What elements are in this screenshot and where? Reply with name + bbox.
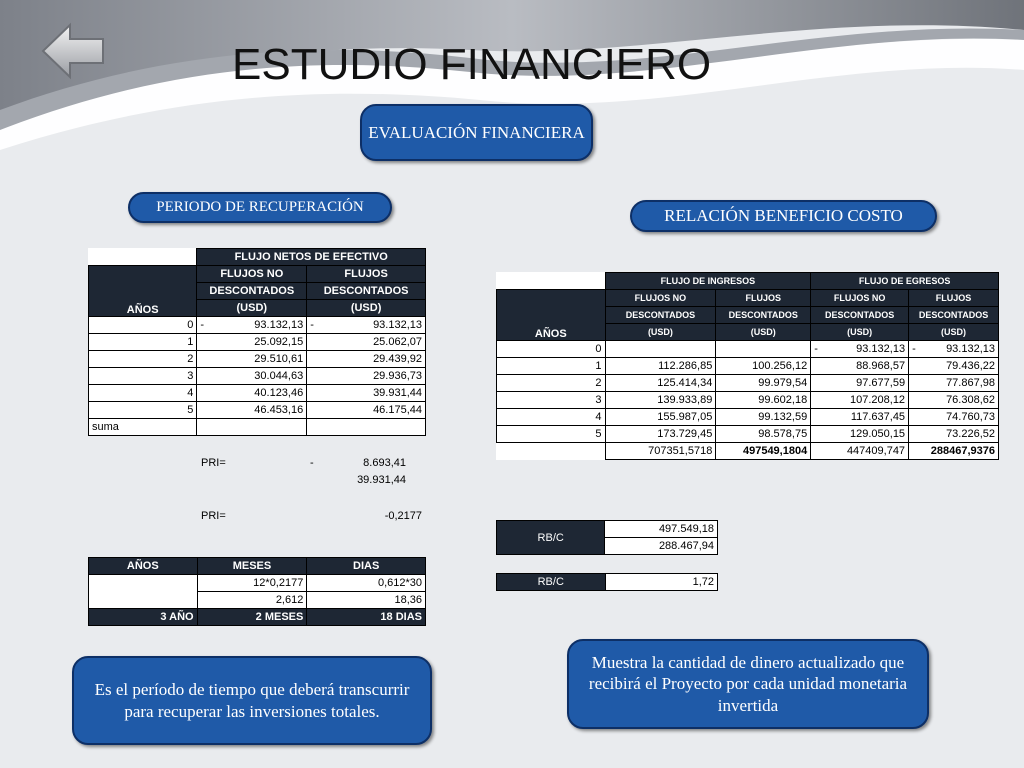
days-formula: 0,612*30: [307, 575, 426, 592]
months-value: 2,612: [197, 592, 307, 609]
value-cell: 30.044,63: [197, 368, 307, 385]
description-rbc: [567, 639, 929, 729]
col-b-line1: FLUJOS: [716, 290, 811, 307]
year-cell: 4: [497, 409, 606, 426]
value-cell: - 93.132,13: [909, 341, 999, 358]
value-cell: 46.453,16: [197, 402, 307, 419]
value-cell: 29.936,73: [307, 368, 426, 385]
table-row: [497, 409, 999, 426]
periodo-badge: [128, 192, 392, 223]
rbc-label: RB/C: [497, 521, 605, 555]
value-cell: 73.226,52: [909, 426, 999, 443]
relacion-label: RELACIÓN BENEFICIO COSTO: [664, 206, 903, 226]
total-c: 447409,747: [811, 443, 909, 460]
value-cell: 97.677,59: [811, 375, 909, 392]
evaluacion-label: EVALUACIÓN FINANCIERA: [368, 122, 585, 142]
table-row: [89, 385, 426, 402]
col-years: AÑOS: [497, 290, 606, 341]
col1-line2: DESCONTADOS: [197, 283, 307, 300]
year-cell: 4: [89, 385, 197, 402]
value-cell: 76.308,62: [909, 392, 999, 409]
value-cell: 117.637,45: [811, 409, 909, 426]
col2-line2: DESCONTADOS: [307, 283, 426, 300]
rbc-label-2: RB/C: [497, 574, 606, 591]
year-cell: 3: [89, 368, 197, 385]
pri-denominator: 39.931,44: [357, 474, 406, 486]
rbc-result: 1,72: [605, 574, 717, 591]
col1-line1: FLUJOS NO: [197, 266, 307, 283]
value-cell: 39.931,44: [307, 385, 426, 402]
rbc-denominator: 288.467,94: [605, 538, 718, 555]
year-cell: 0: [89, 317, 197, 334]
header-years: AÑOS: [89, 558, 198, 575]
table-row: [497, 392, 999, 409]
table-row: [497, 375, 999, 392]
cash-flow-table: [88, 248, 426, 436]
benefit-cost-table: [496, 272, 999, 460]
col-b-line2: DESCONTADOS: [716, 307, 811, 324]
table-row: [497, 341, 999, 358]
value-cell: 40.123,46: [197, 385, 307, 402]
value-cell: 46.175,44: [307, 402, 426, 419]
value-cell: 29.439,92: [307, 351, 426, 368]
col-d-line3: (USD): [909, 324, 999, 341]
header-months: MESES: [197, 558, 307, 575]
col-years: AÑOS: [89, 266, 197, 317]
value-cell: 77.867,98: [909, 375, 999, 392]
year-cell: 1: [497, 358, 606, 375]
value-cell: 74.760,73: [909, 409, 999, 426]
value-cell: 99.979,54: [716, 375, 811, 392]
rbc-result-table: [496, 573, 718, 591]
days-value: 18,36: [307, 592, 426, 609]
total-years: 3 AÑO: [89, 609, 198, 626]
value-cell: 25.062,07: [307, 334, 426, 351]
col2-line1: FLUJOS: [307, 266, 426, 283]
col1-line3: (USD): [197, 300, 307, 317]
empty-cell: [89, 575, 198, 609]
value-cell: 155.987,05: [605, 409, 716, 426]
rbc-numerator: 497.549,18: [605, 521, 718, 538]
pri-label-1: PRI=: [201, 457, 226, 469]
value-cell: [605, 341, 716, 358]
value-cell: 112.286,85: [605, 358, 716, 375]
periodo-label: PERIODO DE RECUPERACIÓN: [156, 199, 364, 216]
col-b-line3: (USD): [716, 324, 811, 341]
col-a-line1: FLUJOS NO: [605, 290, 716, 307]
value-cell: 25.092,15: [197, 334, 307, 351]
value-cell: 125.414,34: [605, 375, 716, 392]
col2-line3: (USD): [307, 300, 426, 317]
value-cell: 129.050,15: [811, 426, 909, 443]
value-cell: 100.256,12: [716, 358, 811, 375]
table-row: [89, 351, 426, 368]
evaluacion-badge: [360, 104, 593, 161]
total-months: 2 MESES: [197, 609, 307, 626]
value-cell: 98.578,75: [716, 426, 811, 443]
table-row: [497, 426, 999, 443]
year-cell: 5: [497, 426, 606, 443]
value-cell: 139.933,89: [605, 392, 716, 409]
year-cell: 2: [497, 375, 606, 392]
pri-numerator: 8.693,41: [363, 457, 406, 469]
description-pri: [72, 656, 432, 745]
pri-minus: -: [310, 457, 314, 469]
sum-row: [89, 419, 426, 436]
col-c-line1: FLUJOS NO: [811, 290, 909, 307]
description-pri-text: Es el período de tiempo que deberá transcurrir para recuperar las inversiones totales.: [94, 680, 410, 721]
totals-row: [89, 609, 426, 626]
total-days: 18 DIAS: [307, 609, 426, 626]
relacion-badge: [630, 200, 937, 232]
year-cell: 3: [497, 392, 606, 409]
col-a-line3: (USD): [605, 324, 716, 341]
pri-label-2: PRI=: [201, 510, 226, 522]
rbc-fraction-table: [496, 520, 718, 555]
value-cell: 79.436,22: [909, 358, 999, 375]
header-days: DIAS: [307, 558, 426, 575]
year-cell: 5: [89, 402, 197, 419]
value-cell: 29.510,61: [197, 351, 307, 368]
value-cell: - 93.132,13: [197, 317, 307, 334]
value-cell: - 93.132,13: [811, 341, 909, 358]
col-d-line1: FLUJOS: [909, 290, 999, 307]
col-d-line2: DESCONTADOS: [909, 307, 999, 324]
group-header: FLUJO NETOS DE EFECTIVO: [197, 249, 426, 266]
col-c-line2: DESCONTADOS: [811, 307, 909, 324]
col-c-line3: (USD): [811, 324, 909, 341]
table-row: [89, 368, 426, 385]
value-cell: 88.968,57: [811, 358, 909, 375]
table-row: [89, 402, 426, 419]
total-a: 707351,5718: [605, 443, 716, 460]
value-cell: 99.132,59: [716, 409, 811, 426]
table-row: [89, 575, 426, 592]
year-cell: 1: [89, 334, 197, 351]
value-cell: 173.729,45: [605, 426, 716, 443]
pri-result: -0,2177: [384, 510, 422, 522]
page-title: ESTUDIO FINANCIERO: [232, 40, 712, 89]
value-cell: 99.602,18: [716, 392, 811, 409]
totals-row: [497, 443, 999, 460]
table-row: [89, 317, 426, 334]
group-ingresos: FLUJO DE INGRESOS: [605, 273, 811, 290]
year-cell: 2: [89, 351, 197, 368]
col-a-line2: DESCONTADOS: [605, 307, 716, 324]
value-cell: - 93.132,13: [307, 317, 426, 334]
recovery-time-table: [88, 557, 426, 626]
value-cell: 107.208,12: [811, 392, 909, 409]
description-rbc-text: Muestra la cantidad de dinero actualizado que recibirá el Proyecto por cada unidad monetaria invertida: [588, 653, 908, 715]
total-b: 497549,1804: [716, 443, 811, 460]
months-formula: 12*0,2177: [197, 575, 307, 592]
total-d: 288467,9376: [909, 443, 999, 460]
table-row: [89, 334, 426, 351]
table-row: [497, 358, 999, 375]
value-cell: [716, 341, 811, 358]
year-cell: 0: [497, 341, 606, 358]
back-arrow-icon[interactable]: [40, 22, 106, 80]
sum-label: suma: [89, 419, 197, 436]
group-egresos: FLUJO DE EGRESOS: [811, 273, 999, 290]
